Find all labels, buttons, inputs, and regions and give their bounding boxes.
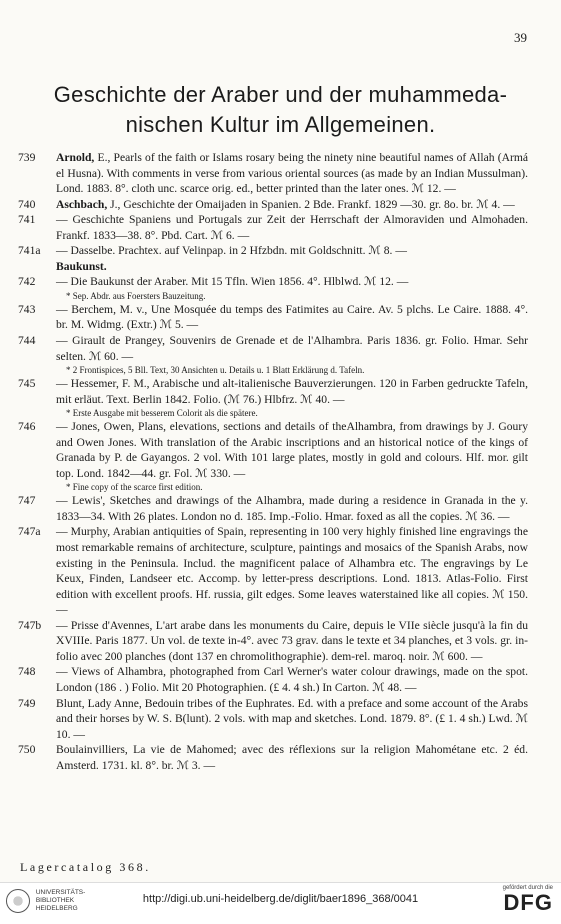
entry-text: — Jones, Owen, Plans, elevations, sections and details of theAlhambra, from drawings by J. Goury and Owen Jones. With translation of the Arabic inscriptions and an historical notice of the kings of Granada by P. de Gayangos. 2 vol. With 101 large plates, mostly in gold and colours. Hlf. mor. gilt top. Lond. 1842—44. gr. Fol. ℳ 330. — [56,420,528,480]
entry-note: * Fine copy of the scarce first edition. [66,482,203,493]
entry-number: 741 [18,213,36,227]
entry-number: 747 [18,494,36,508]
catalog-footer-label: Lagercatalog 368. [20,860,151,874]
entry-text: — Geschichte Spaniens und Portugals zur Zeit der Herrschaft der Almoraviden und Almohaden. Frankf. 1833—38. 8°. Pbd. Cart. ℳ 6. — [56,213,528,242]
entry-number: 743 [18,302,36,316]
entry-text: — Murphy, Arabian antiquities of Spain, representing in 100 very highly finished line engravings the most remarkable remains of architecture, sculpture, paintings and mosaics of the Spanish Arabs, now existing in the Peninsula. Includ. the magnificent palace of Alhambra etc. The engravings by Le Keux, Finden, Landseer etc. Accomp. by letter-press descriptions. Lond. 1813. Atlas-Folio. First edition with excellent proofs. Hf. russia, gilt edges. Some leaves waterstained like all copies. ℳ 150. — [56,525,528,617]
entry-author: Arnold, [56,151,95,164]
entry-number: 742 [18,275,36,289]
catalog-entry [18,742,528,773]
catalog-entry [18,618,528,665]
section-title [0,80,561,140]
library-line-2: BIBLIOTHEK [35,897,75,904]
dfg-funded-by: gefördert durch die [502,885,553,891]
entry-number: 747b [18,618,42,632]
entry-note: * Erste Ausgabe mit besserem Colorit als die spätere. [66,408,258,419]
entry-number: 746 [18,420,36,434]
entry-author: Aschbach, [56,197,108,211]
entry-number: 739 [18,151,36,164]
catalog-entry [18,302,528,333]
entry-number: 748 [18,665,36,679]
entry-number: 749 [18,696,36,710]
library-line-1: UNIVERSITÄTS- [35,889,86,896]
dfg-logo-text: DFG [503,890,553,915]
entry-text: Blunt, Lady Anne, Bedouin tribes of the Euphrates. Ed. with a preface and some account of the Arabs and their horses by W. S. B(lunt). 2 vols. with map and sketches. Lond. 1879. 8°. (£ 1. 4 sh.) Lwd. ℳ 10. — [56,696,528,741]
digitization-footer [0,882,561,924]
catalog-entry [18,376,528,419]
entry-note: * 2 Frontispices, 5 Bll. Text, 30 Ansichten u. Details u. 1 Blatt Erklärung d. Tafeln. [66,365,365,376]
catalog-entry [18,664,528,695]
catalog-entry [18,524,528,617]
catalog-entry [18,493,528,524]
entry-number: 740 [18,197,36,211]
entry-text: — Girault de Prangey, Souvenirs de Grenade et de l'Alhambra. Paris 1836. gr. Folio. Hmar. Sehr selten. ℳ 60. — [56,334,528,363]
title-line-2: nischen Kultur im Allgemeinen. [125,112,436,137]
library-line-3: HEIDELBERG [35,905,78,912]
entry-number: 750 [18,743,36,757]
entry-note: * Sep. Abdr. aus Foersters Bauzeitung. [66,290,206,301]
entry-text: Boulainvilliers, La vie de Mahomed; avec des réflexions sur la religion Mahométane etc. 2 éd. Amsterd. 1731. kl. 8°. br. ℳ 3. — [56,743,528,772]
catalog-entry [18,696,528,743]
catalog-entry [18,243,528,259]
entry-text: — Prisse d'Avennes, L'art arabe dans les monuments du Caire, depuis le VIIe siècle jusqu'à la fin du XVIIIe. Paris 1877. Un vol. de texte in-4°. avec 73 grav. dans le texte et 34 planches, et 3 vols. gr. in-folio avec 200 planches (dont 137 en chromolithographie). dem-rel. maroq. noir. ℳ 600. — [56,618,528,663]
catalog-entry [18,150,528,197]
catalog-entry [18,274,528,302]
entry-text: E., Pearls of the faith or Islams rosary being the ninety nine beautiful names of Allah (Armá el Husna). With comments in verse from various oriental sources (as made by an Indian Mussulman). Lond. 1883. 8°. cloth unc. scarce orig. ed., better printed than the later ones. ℳ 12. — [56,151,528,196]
entry-text: — Berchem, M. v., Une Mosquée du temps des Fatimites au Caire. Av. 5 plchs. Le Caire. 1888. 4°. br. M. Widmg. (Extr.) ℳ 5. — [56,302,528,332]
entry-text: — Views of Alhambra, photographed from Carl Werner's water colour drawings, made on the spot. London (186 . ) Folio. Mit 20 Photographien. (£ 4. 4 sh.) In Carton. ℳ 48. — [56,665,528,694]
entry-text: — Die Baukunst der Araber. Mit 15 Tfln. Wien 1856. 4°. Hlblwd. ℳ 12. — [56,275,409,289]
entry-text: J., Geschichte der Omaijaden in Spanien. 2 Bde. Frankf. 1829 —30. gr. 8o. br. ℳ 4. — [107,197,515,211]
entry-number: 744 [18,334,36,348]
page-number: 39 [514,30,527,45]
subheading-baukunst: Baukunst. [56,259,107,273]
entry-number: 741a [18,244,41,258]
entry-number: 745 [18,377,36,391]
entry-number: 747a [18,525,41,539]
dfg-logo[interactable] [503,885,553,915]
entry-text: — Dasselbe. Prachtex. auf Velinpap. in 2 Hfzbdn. mit Goldschnitt. ℳ 8. — [56,244,407,258]
permalink-url[interactable]: http://digi.ub.uni-heidelberg.de/diglit/baer1896_368/0041 [142,893,419,905]
entry-text: — Hessemer, F. M., Arabische und alt-italienische Bauverzierungen. 120 in Farben gedruckte Tafeln, mit erläut. Text. Berlin 1842. Folio. (ℳ 76.) Hlbfrz. ℳ 40. — [56,377,528,406]
catalog-entry [18,197,528,213]
title-line-1: Geschichte der Araber und der muhammeda- [53,82,508,107]
entry-text: — Lewis', Sketches and drawings of the Alhambra, made during a residence in Granada in the y. 1833—34. With 26 plates. London no d. 185. Imp.-Folio. Hmar. foxed as all the copies. ℳ 36. — [56,494,528,523]
entry-list [18,150,528,773]
catalog-entry [18,333,528,376]
catalog-entry [18,212,528,243]
catalog-entry [18,419,528,493]
